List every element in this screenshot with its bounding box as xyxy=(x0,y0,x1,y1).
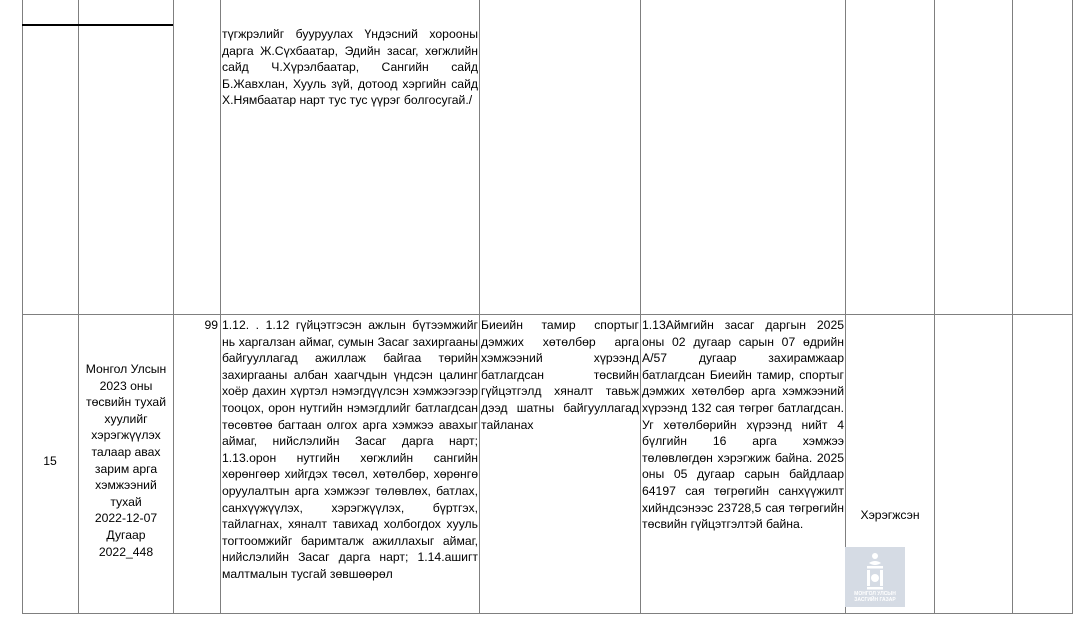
document-number: Дугаар 2022_448 xyxy=(98,527,154,559)
indicator-cell xyxy=(481,317,639,433)
prev-row-provision-text: түгжрэлийг бууруулах Үндэсний хорооны дарга Ж.Сүхбаатар, Эдийн засаг, хөгжлийн сайд Ч.Хүрэлбаатар, Сангийн сайд Б.Жавхлан, Хууль зүй, дотоод хэргийн сайд Х.Нямбаатар нарт тус тус үүрэг болгосугай./ xyxy=(222,27,478,108)
indicator-text: Биеийн тамир спортыг дэмжих хөтөлбөр арга хэмжээний хүрээнд батлагдсан төсвийн гүйцэтгэлд хяналт тавьж дээд шатны байгууллагад тайланах xyxy=(481,318,639,432)
table-border-v6 xyxy=(640,0,641,614)
table-border-v4 xyxy=(220,0,221,614)
table-border-v9 xyxy=(1012,0,1013,614)
status-cell xyxy=(846,507,934,524)
table-border-v2 xyxy=(78,0,79,614)
table-border-top xyxy=(22,24,173,26)
table-border-v8 xyxy=(934,0,935,614)
provision-cell xyxy=(222,317,478,613)
row-index: 15 xyxy=(43,454,57,468)
table-border-v1 xyxy=(22,0,23,614)
progress-cell xyxy=(642,317,844,533)
document-title: Монгол Улсын 2023 оны төсвийн тухай хуулийг хэрэгжүүлэх талаар авах зарим арга хэмжээний тухай xyxy=(85,362,167,509)
logo-line-1: МОНГОЛ УЛСЫН xyxy=(854,591,896,597)
document-date: 2022-12-07 xyxy=(94,511,158,526)
status-text: Хэрэгжсэн xyxy=(860,508,920,522)
provision-text: 1.12. . 1.12 гүйцэтгэсэн ажлын бүтээмжийг нь харгалзан аймаг, сумын Засаг захиргааны байгууллагад ажиллаж байгаа төрийн захиргааны албан хаагчдын үндсэн цалинг хоёр дахин хүртэл нэмэгдүүлсэн хэмжээгээр тооцох, орон нутгийн нэмэгдлийг батлагдсан төсөвтөө багтаан олгох арга хэмжээ авахыг аймаг, нийслэлийн Засаг дарга нарт; 1.13.орон нутгийн хөгжлийн сангийн хөрөнгөөр хийгдэх төсөл, хөтөлбөр, хөрөнгө оруулалтын арга хэмжээг төлөвлөх, батлах, санхүүжүүлэх, хэрэгжүүлэх, бүртгэх, тайлагнах, хяналт тавихад холбогдох хууль тогтоомжийг баримталж ажиллахыг аймаг, нийслэлийн Засаг дарга нарт; 1.14.ашигт малтмалын тусгай зөвшөөрөл xyxy=(222,318,478,581)
prev-row-provision-cell xyxy=(222,26,478,109)
government-logo xyxy=(845,547,905,607)
table-border-v10 xyxy=(1072,0,1073,614)
logo-line-2: ЗАСГИЙН ГАЗАР xyxy=(854,597,896,603)
table-border-v3 xyxy=(173,0,174,614)
table-border-bottom xyxy=(22,613,1073,614)
progress-text: 1.13Аймгийн засаг даргын 2025 оны 02 дугаар сарын 07 өдрийн А/57 дугаар захирамжаар батлагдсан Биеийн тамир, спортыг дэмжих хөтөлбөр арга хэмжээний хүрээнд 132 сая төгрөг батлагдсан. Уг хөтөлбөрийн хүрээнд нийт 4 бүлгийн 16 арга хэмжээ төлөвлөгдөн хэрэгжиж байна. 2025 оны 05 дугаар сарын байдлаар 64197 сая төгрөгийн санхүүжилт хийндсэнээс 23728,5 сая төгрөгийн төсвийн гүйцэтгэлтэй байна. xyxy=(642,318,844,532)
item-number: 99 xyxy=(204,318,218,332)
table-border-v5 xyxy=(479,0,480,614)
document-cell xyxy=(80,361,172,560)
row-index-cell xyxy=(22,453,78,470)
table-border-row xyxy=(22,314,1073,315)
item-number-cell xyxy=(174,317,218,334)
